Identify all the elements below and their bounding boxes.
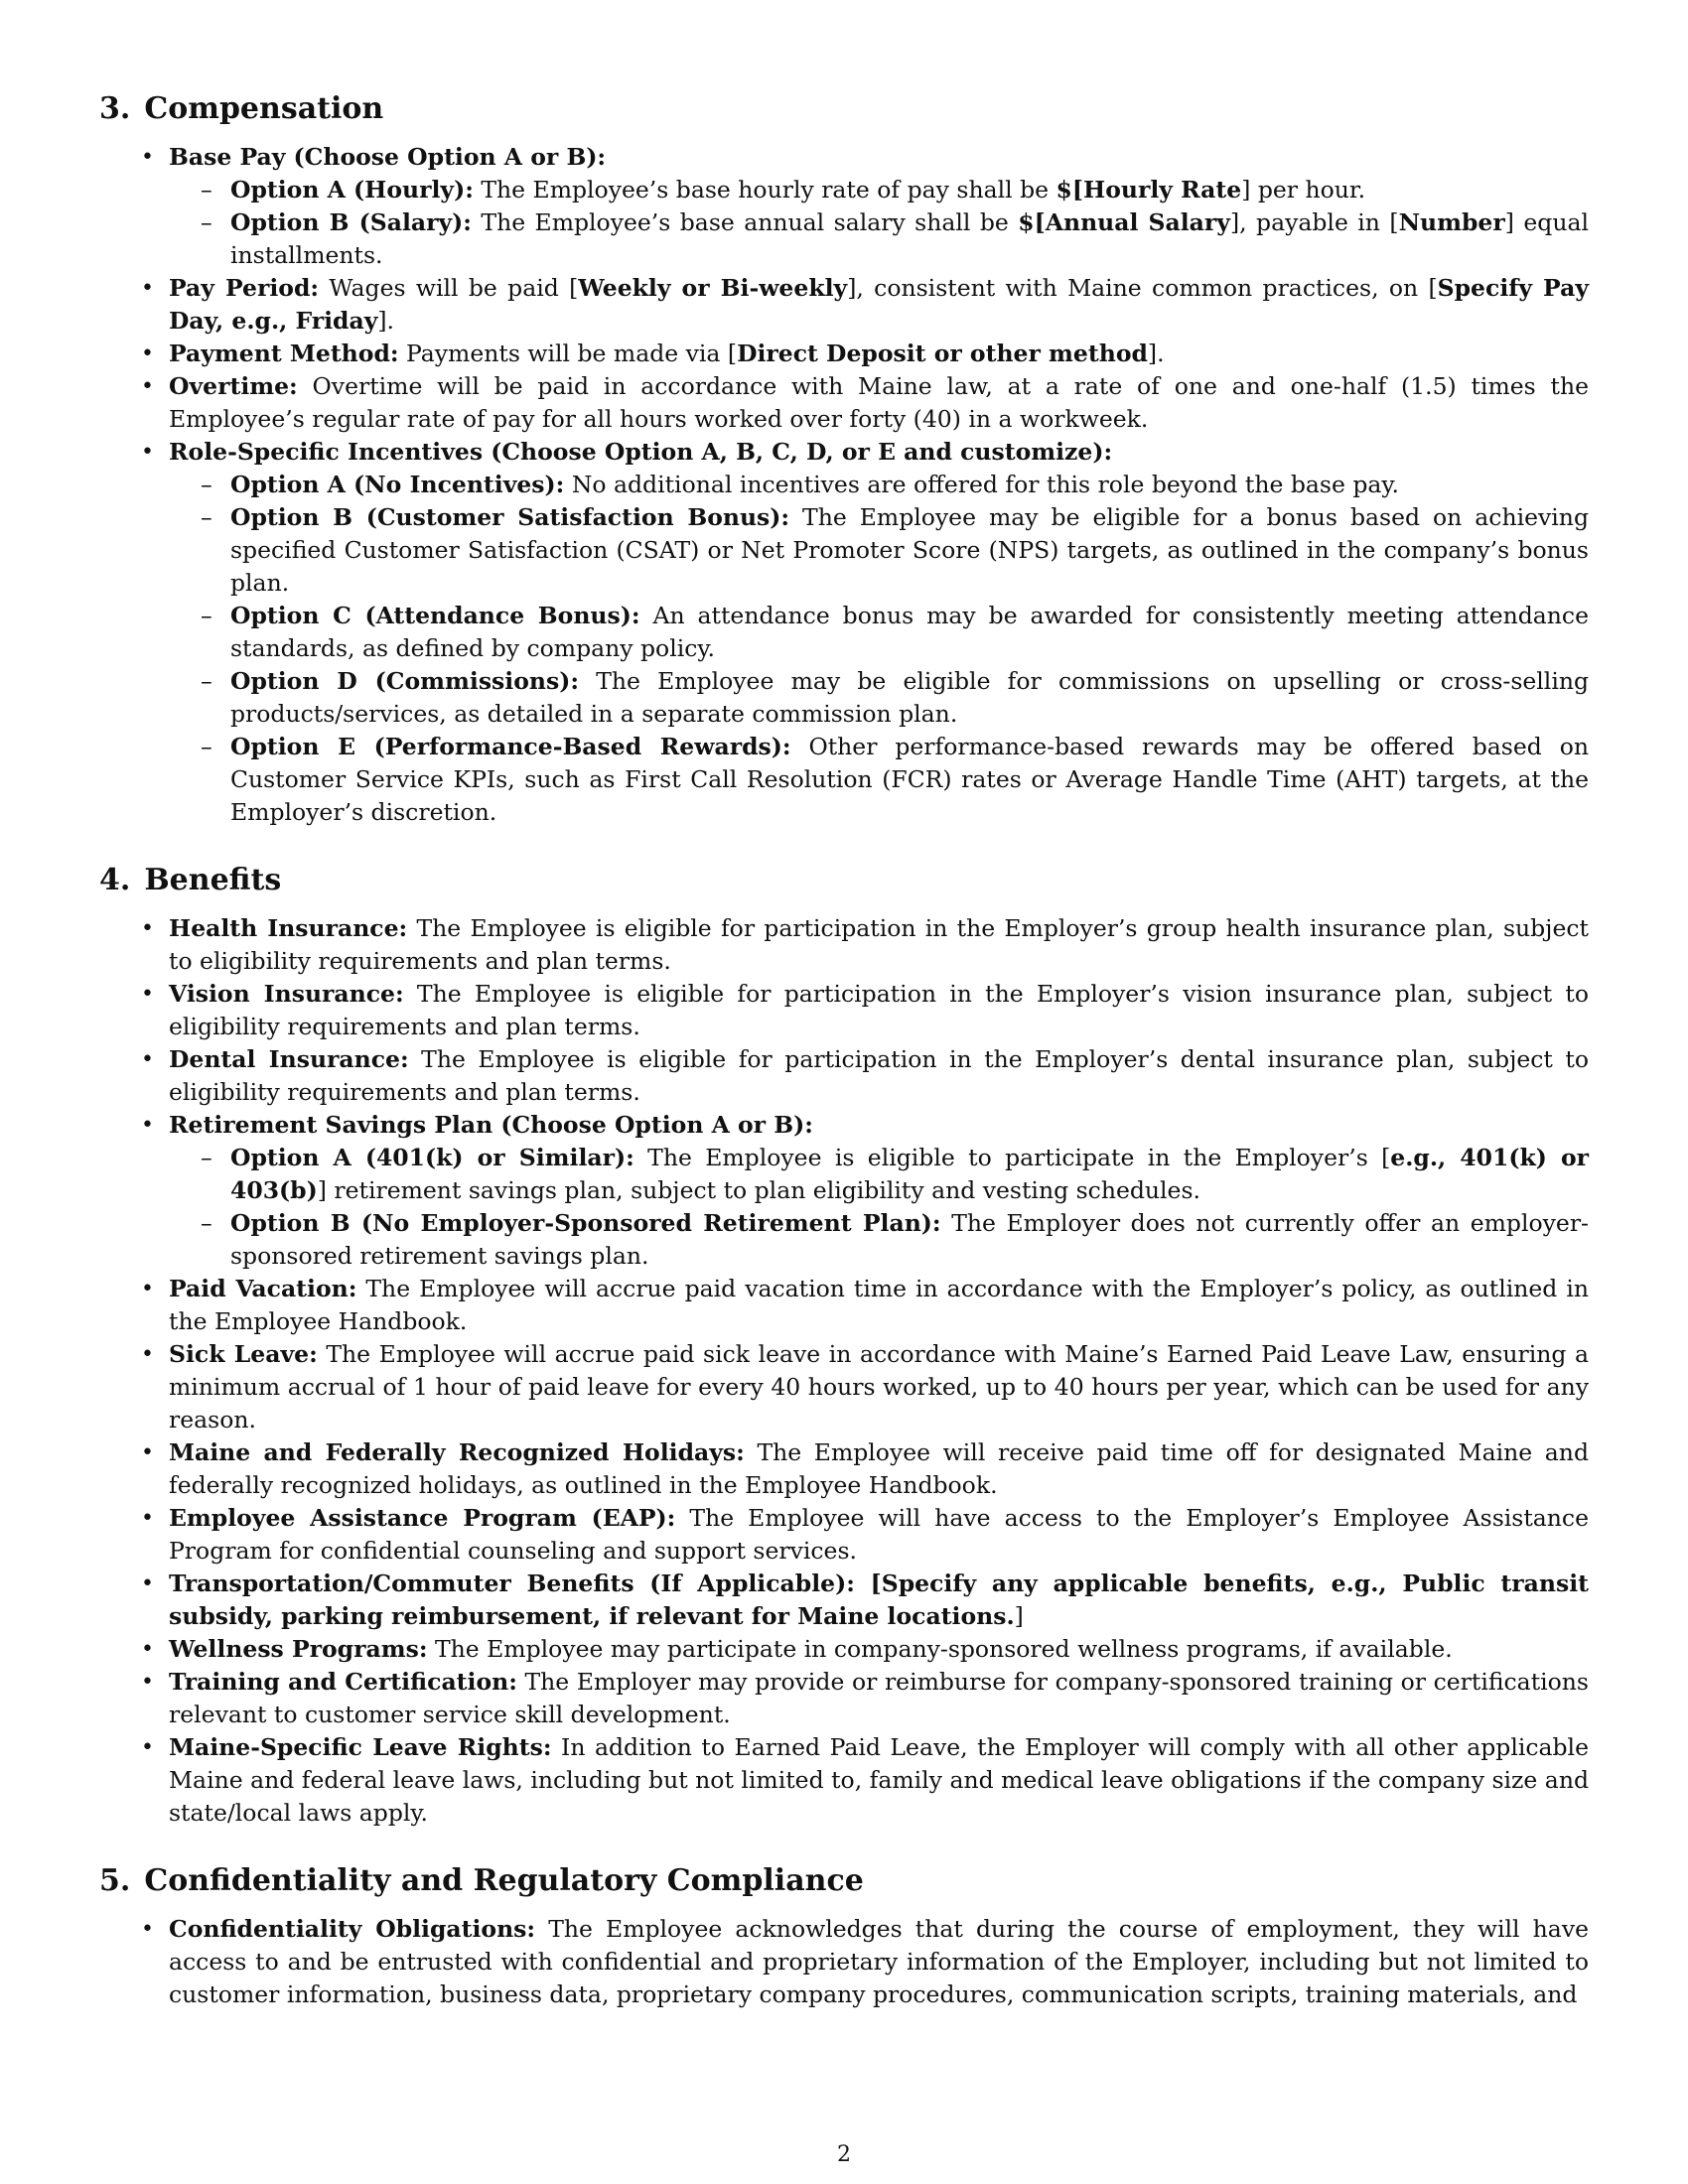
list-item-wellness: • Wellness Programs: The Employee may participate in company-sponsored wellness programs, if available. — [169, 1633, 1589, 1666]
section-compensation — [99, 91, 1589, 829]
list-item-base-pay: • Base Pay (Choose Option A or B): – Option A (Hourly): The Employee’s base hourly rate of pay shall be $[Hourly Rate] per hour. – Option B (Salary): The Employee’s base annual salary shall be $[Annual Salary], payable in [Number] equal installments. — [169, 141, 1589, 272]
list-item-option-a: – Option A (Hourly): The Employee’s base hourly rate of pay shall be $[Hourly Rate] per hour. — [230, 174, 1589, 206]
list-item-incentive-a: – Option A (No Incentives): No additional incentives are offered for this role beyond the base pay. — [230, 469, 1589, 501]
section-heading: 5. Confidentiality and Regulatory Compliance — [99, 1863, 864, 1898]
section-benefits — [99, 863, 1589, 1830]
list-item-dental: • Dental Insurance: The Employee is eligible for participation in the Employer’s dental insurance plan, subject to eligibility requirements and plan terms. — [169, 1043, 1589, 1109]
list-item-incentive-e: – Option E (Performance-Based Rewards): Other performance-based rewards may be offered based on Customer Service KPIs, such as First Call Resolution (FCR) rates or Average Handle Time (AHT) targets, at the Employer’s discretion. — [230, 731, 1589, 829]
list-item-sick-leave: • Sick Leave: The Employee will accrue paid sick leave in accordance with Maine’s Earned Paid Leave Law, ensuring a minimum accrual of 1 hour of paid leave for every 40 hours worked, up to 40 hours per year, which can be used for any reason. — [169, 1338, 1589, 1436]
list-item-health: • Health Insurance: The Employee is eligible for participation in the Employer’s group health insurance plan, subject to eligibility requirements and plan terms. — [169, 912, 1589, 978]
list-item-vacation: • Paid Vacation: The Employee will accrue paid vacation time in accordance with the Employer’s policy, as outlined in the Employee Handbook. — [169, 1273, 1589, 1338]
bullet-list — [99, 1913, 1589, 2011]
list-item-retirement-b: – Option B (No Employer-Sponsored Retirement Plan): The Employer does not currently offer an employer-sponsored retirement savings plan. — [230, 1207, 1589, 1273]
list-item-pay-period: • Pay Period: Wages will be paid [Weekly or Bi-weekly], consistent with Maine common practices, on [Specify Pay Day, e.g., Friday]. — [169, 272, 1589, 338]
list-item-option-b: – Option B (Salary): The Employee’s base annual salary shall be $[Annual Salary], payable in [Number] equal installments. — [230, 206, 1589, 272]
list-item-incentive-d: – Option D (Commissions): The Employee may be eligible for commissions on upselling or cross-selling products/services, as detailed in a separate commission plan. — [230, 665, 1589, 731]
sub-list — [169, 174, 1589, 272]
bullet-list — [99, 912, 1589, 1830]
list-item-training: • Training and Certification: The Employer may provide or reimburse for company-sponsored training or certifications relevant to customer service skill development. — [169, 1666, 1589, 1731]
list-item-overtime: • Overtime: Overtime will be paid in accordance with Maine law, at a rate of one and one-half (1.5) times the Employee’s regular rate of pay for all hours worked over forty (40) in a workweek. — [169, 370, 1589, 436]
list-item-incentive-c: – Option C (Attendance Bonus): An attendance bonus may be awarded for consistently meeting attendance standards, as defined by company policy. — [230, 600, 1589, 665]
sub-list — [169, 1142, 1589, 1273]
list-item-holidays: • Maine and Federally Recognized Holidays: The Employee will receive paid time off for designated Maine and federally recognized holidays, as outlined in the Employee Handbook. — [169, 1436, 1589, 1502]
list-item-transport: • Transportation/Commuter Benefits (If Applicable): [Specify any applicable benefits, e.g., Public transit subsidy, parking reimbursement, if relevant for Maine locations.] — [169, 1568, 1589, 1633]
list-item-incentive-b: – Option B (Customer Satisfaction Bonus): The Employee may be eligible for a bonus based on achieving specified Customer Satisfaction (CSAT) or Net Promoter Score (NPS) targets, as outlined in the company’s bonus plan. — [230, 501, 1589, 600]
list-item-retirement-a: – Option A (401(k) or Similar): The Employee is eligible to participate in the Employer’s [e.g., 401(k) or 403(b)] retirement savings plan, subject to plan eligibility and vesting schedules. — [230, 1142, 1589, 1207]
section-heading: 3. Compensation — [99, 91, 384, 126]
list-item-vision: • Vision Insurance: The Employee is eligible for participation in the Employer’s vision insurance plan, subject to eligibility requirements and plan terms. — [169, 978, 1589, 1043]
list-item-retirement: • Retirement Savings Plan (Choose Option A or B): – Option A (401(k) or Similar): The Employee is eligible to participate in the Employer’s [e.g., 401(k) or 403(b)] retirement savings plan, subject to plan eligibility and vesting schedules. – Option B (No Employer-Sponsored Retirement Plan): The Employer does not currently offer an employer-sponsored retirement savings plan. — [169, 1109, 1589, 1273]
list-item-eap: • Employee Assistance Program (EAP): The Employee will have access to the Employer’s Employee Assistance Program for confidential counseling and support services. — [169, 1502, 1589, 1568]
sub-list — [169, 469, 1589, 829]
list-item-incentives: • Role-Specific Incentives (Choose Option A, B, C, D, or E and customize): – Option A (No Incentives): No additional incentives are offered for this role beyond the base pay. – Option B (Customer Satisfaction Bonus): The Employee may be eligible for a bonus based on achieving specified Customer Satisfaction (CSAT) or Net Promoter Score (NPS) targets, as outlined in the company’s bonus plan. – Option C (Attendance Bonus): An attendance bonus may be awarded for consistently meeting attendance standards, as defined by company policy. – Option D (Commissions): The Employee may be eligible for commissions on upselling or cross-selling products/services, as detailed in a separate commission plan. – Option E (Performance-Based Rewards): Other performance-based rewards may be offered based on Customer Service KPIs, such as First Call Resolution (FCR) rates or Average Handle Time (AHT) targets, at the Employer’s discretion. — [169, 436, 1589, 829]
section-confidentiality — [99, 1863, 1589, 2011]
document-page — [99, 91, 1589, 2045]
page-number: 2 — [837, 2142, 851, 2167]
list-item-confidentiality: • Confidentiality Obligations: The Employee acknowledges that during the course of employment, they will have access to and be entrusted with confidential and proprietary information of the Employer, including but not limited to customer information, business data, proprietary company procedures, communication scripts, training materials, and — [169, 1913, 1589, 2011]
section-heading: 4. Benefits — [99, 863, 282, 897]
bullet-list — [99, 141, 1589, 829]
list-item-leave-rights: • Maine-Specific Leave Rights: In addition to Earned Paid Leave, the Employer will comply with all other applicable Maine and federal leave laws, including but not limited to, family and medical leave obligations if the company size and state/local laws apply. — [169, 1731, 1589, 1830]
list-item-payment-method: • Payment Method: Payments will be made via [Direct Deposit or other method]. — [169, 338, 1589, 370]
